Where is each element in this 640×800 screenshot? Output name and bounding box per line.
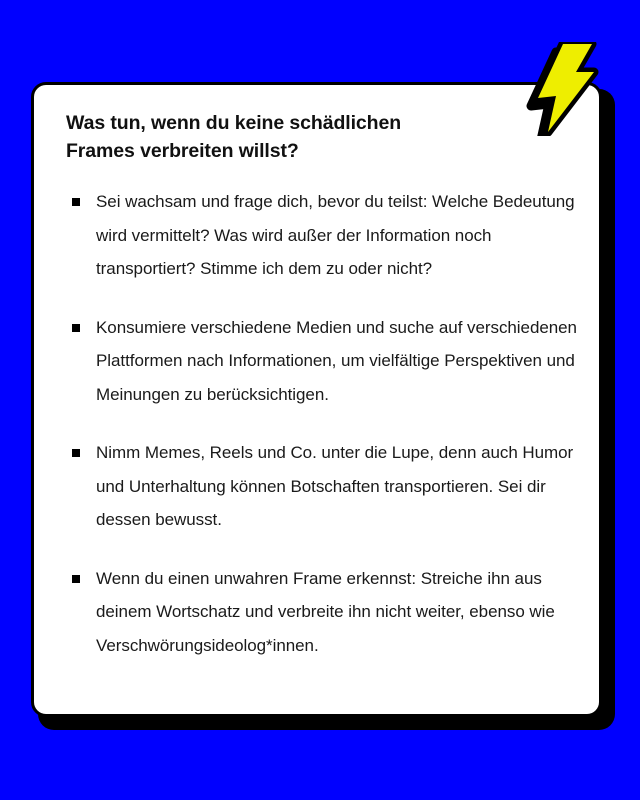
square-bullet-icon [72,449,80,457]
advice-list [66,185,577,662]
page-title [66,109,466,165]
list-item [66,185,577,286]
square-bullet-icon [72,198,80,206]
page-title-line-2: Frames verbreiten willst? [66,140,299,162]
list-item-text: Konsumiere verschiedene Medien und suche auf verschiedenen Plattformen nach Informationen, um vielfältige Perspektiven und Meinungen zu berücksichtigen. [96,317,577,404]
list-item [66,562,577,663]
list-item-text: Nimm Memes, Reels und Co. unter die Lupe, denn auch Humor und Unterhaltung können Botschaften transportieren. Sei dir dessen bewusst. [96,443,574,529]
list-item [66,311,577,412]
list-item-text: Sei wachsam und frage dich, bevor du teilst: Welche Bedeutung wird vermittelt? Was wird außer der Information noch transportiert? Stimme ich dem zu oder nicht? [96,192,575,278]
square-bullet-icon [72,575,80,583]
square-bullet-icon [72,324,80,332]
page-title-line-1: Was tun, wenn du keine schädlichen [66,112,402,134]
list-item [66,436,577,537]
list-item-text: Wenn du einen unwahren Frame erkennst: Streiche ihn aus deinem Wortschatz und verbreite ihn nicht weiter, ebenso wie Verschwörungsideolog*innen. [96,568,555,655]
card-content [66,109,577,662]
content-card [31,82,602,717]
